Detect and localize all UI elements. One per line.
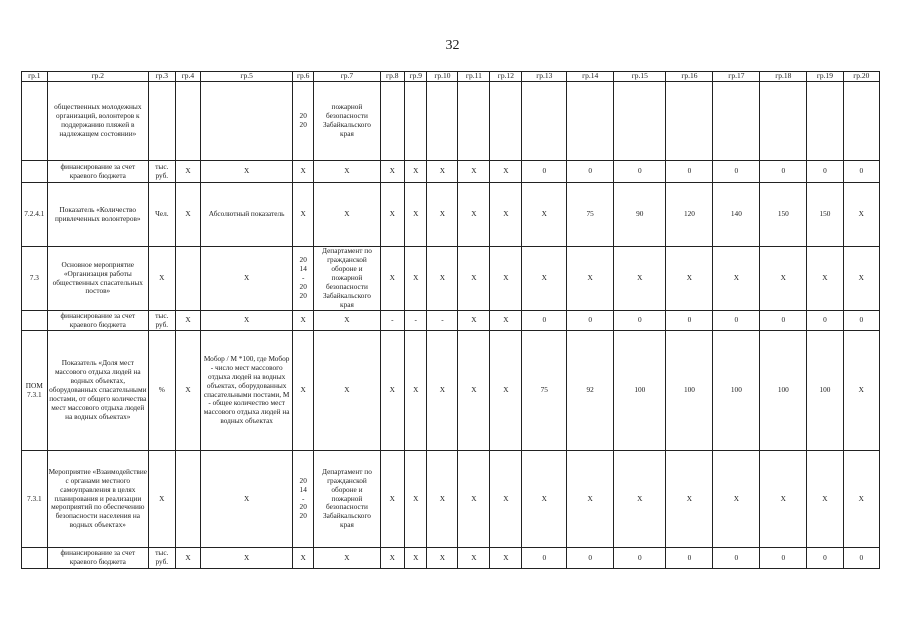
cell-period	[293, 82, 314, 161]
cell-gr19: 0	[807, 161, 843, 183]
cell-gr19: 100	[807, 331, 843, 451]
cell-gr19: 150	[807, 183, 843, 247]
cell-gr18: 0	[760, 548, 807, 569]
cell-gr15: 0	[614, 548, 666, 569]
cell-unit: тыс. руб.	[148, 311, 175, 331]
cell-gr18: X	[760, 451, 807, 548]
cell-gr4: X	[175, 311, 201, 331]
cell-unit: тыс. руб.	[148, 548, 175, 569]
cell-gr13: 0	[522, 161, 567, 183]
cell-gr20: X	[843, 183, 879, 247]
cell-gr4: X	[175, 183, 201, 247]
cell-gr4	[175, 82, 201, 161]
cell-gr18: 150	[760, 183, 807, 247]
period-line: 20	[299, 120, 307, 129]
period-line: 14	[299, 264, 307, 274]
cell-gr18: X	[760, 247, 807, 311]
cell-gr20: 0	[843, 311, 879, 331]
cell-gr19: X	[807, 247, 843, 311]
cell-method: X	[201, 311, 293, 331]
cell-gr13: X	[522, 247, 567, 311]
cell-gr17: 140	[713, 183, 760, 247]
cell-gr15: X	[614, 247, 666, 311]
cell-unit: тыс. руб.	[148, 161, 175, 183]
period-line: X	[300, 209, 306, 219]
column-header-1: гр.1	[22, 72, 48, 82]
cell-gr19	[807, 82, 843, 161]
cell-gr17: 0	[713, 548, 760, 569]
cell-gr14: 0	[567, 311, 614, 331]
period-line: X	[300, 385, 306, 395]
cell-method: Мобор / М *100, где Мобор - число мест массового отдыха людей на водных объектах, оборудованных спасательными постами, М - общее количество мест массового отдыха людей на водных объектах	[201, 331, 293, 451]
cell-gr14: 92	[567, 331, 614, 451]
cell-gr16: 0	[666, 161, 713, 183]
cell-method: X	[201, 247, 293, 311]
cell-gr18	[760, 82, 807, 161]
cell-name: Основное мероприятие «Организация работы общественных спасательных постов»	[47, 247, 148, 311]
column-header-13: гр.13	[522, 72, 567, 82]
period-line: -	[301, 273, 305, 283]
column-header-4: гр.4	[175, 72, 201, 82]
cell-gr10: X	[427, 183, 458, 247]
cell-gr16: 120	[666, 183, 713, 247]
cell-gr20: 0	[843, 161, 879, 183]
cell-item-number	[22, 311, 48, 331]
cell-gr9: X	[405, 331, 427, 451]
cell-gr14	[567, 82, 614, 161]
cell-responsible: X	[314, 161, 380, 183]
cell-gr19: 0	[807, 548, 843, 569]
cell-period	[293, 331, 314, 451]
period-line: 20	[299, 111, 307, 121]
cell-method: Абсолютный показатель	[201, 183, 293, 247]
cell-gr14: X	[567, 451, 614, 548]
period-line: -	[301, 493, 305, 503]
period-line: 20	[299, 255, 307, 265]
cell-responsible: X	[314, 548, 380, 569]
cell-responsible: X	[314, 331, 380, 451]
cell-gr17	[713, 82, 760, 161]
cell-name: финансирование за счет краевого бюджета	[47, 548, 148, 569]
column-header-18: гр.18	[760, 72, 807, 82]
cell-item-number: 7.2.4.1	[22, 183, 48, 247]
cell-gr13: X	[522, 183, 567, 247]
table-row	[22, 183, 880, 247]
cell-gr14: 0	[567, 548, 614, 569]
cell-gr12	[490, 82, 522, 161]
cell-method	[201, 82, 293, 161]
cell-gr4: X	[175, 331, 201, 451]
cell-gr16: 0	[666, 311, 713, 331]
cell-gr13: 75	[522, 331, 567, 451]
cell-gr15: 0	[614, 161, 666, 183]
cell-responsible: пожарной безопасности Забайкальского края	[314, 82, 380, 161]
column-header-7: гр.7	[314, 72, 380, 82]
cell-gr10: X	[427, 161, 458, 183]
cell-gr8: X	[380, 247, 405, 311]
cell-gr17: X	[713, 451, 760, 548]
cell-item-number	[22, 161, 48, 183]
period-line: 20	[299, 511, 307, 521]
cell-gr17: 0	[713, 311, 760, 331]
cell-gr12: X	[490, 183, 522, 247]
cell-gr9: X	[405, 247, 427, 311]
cell-gr12: X	[490, 548, 522, 569]
column-header-11: гр.11	[458, 72, 490, 82]
cell-gr9: X	[405, 161, 427, 183]
cell-name: общественных молодежных организаций, волонтеров к поддержанию пляжей в надлежащем состоянии»	[47, 82, 148, 161]
period-line: 20	[299, 290, 307, 300]
cell-gr12: X	[490, 451, 522, 548]
cell-gr11	[458, 82, 490, 161]
cell-gr4	[175, 247, 201, 311]
cell-gr17: 100	[713, 331, 760, 451]
page-number: 32	[445, 38, 460, 53]
cell-item-number: 7.3	[22, 247, 48, 311]
cell-gr8: X	[380, 451, 405, 548]
period-line: 14	[299, 484, 307, 494]
cell-gr8	[380, 82, 405, 161]
cell-responsible: Департамент по гражданской обороне и пожарной безопасности Забайкальского края	[314, 451, 380, 548]
period-line: X	[300, 315, 306, 325]
cell-gr4: X	[175, 548, 201, 569]
column-header-2: гр.2	[47, 72, 148, 82]
cell-gr8: X	[380, 331, 405, 451]
period-line: 20	[299, 502, 307, 512]
table-row	[22, 451, 880, 548]
column-header-6: гр.6	[293, 72, 314, 82]
cell-period	[293, 161, 314, 183]
cell-gr15	[614, 82, 666, 161]
table-row	[22, 82, 880, 161]
cell-gr13: X	[522, 451, 567, 548]
cell-gr9: X	[405, 548, 427, 569]
cell-gr18: 100	[760, 331, 807, 451]
cell-gr9	[405, 82, 427, 161]
cell-gr12: X	[490, 247, 522, 311]
cell-gr11: X	[458, 247, 490, 311]
column-header-20: гр.20	[843, 72, 879, 82]
cell-gr11: X	[458, 183, 490, 247]
cell-gr20: 0	[843, 548, 879, 569]
cell-gr9: X	[405, 451, 427, 548]
cell-name: финансирование за счет краевого бюджета	[47, 161, 148, 183]
cell-unit: X	[148, 247, 175, 311]
column-header-10: гр.10	[427, 72, 458, 82]
period-line: 20	[299, 281, 307, 291]
cell-gr9: X	[405, 183, 427, 247]
cell-gr18: 0	[760, 311, 807, 331]
cell-gr14: 75	[567, 183, 614, 247]
cell-period	[293, 247, 314, 311]
cell-period	[293, 183, 314, 247]
column-header-3: гр.3	[148, 72, 175, 82]
table-row	[22, 548, 880, 569]
column-header-5: гр.5	[201, 72, 293, 82]
cell-period	[293, 311, 314, 331]
cell-gr13: 0	[522, 548, 567, 569]
cell-gr20: X	[843, 451, 879, 548]
cell-gr17: X	[713, 247, 760, 311]
cell-unit: Чел.	[148, 183, 175, 247]
header-row	[22, 72, 880, 82]
cell-gr19: 0	[807, 311, 843, 331]
cell-gr13	[522, 82, 567, 161]
cell-gr20: X	[843, 247, 879, 311]
column-header-16: гр.16	[666, 72, 713, 82]
cell-gr8: X	[380, 548, 405, 569]
cell-gr14: X	[567, 247, 614, 311]
cell-unit	[148, 82, 175, 161]
cell-name: Мероприятие «Взаимодействие с органами местного самоуправления в целях планирования и реализации мероприятий по обеспечению безопасности населения на водных объектах»	[47, 451, 148, 548]
cell-gr11: X	[458, 161, 490, 183]
cell-gr19: X	[807, 451, 843, 548]
cell-gr10: X	[427, 331, 458, 451]
column-header-19: гр.19	[807, 72, 843, 82]
cell-gr15: 100	[614, 331, 666, 451]
cell-gr11: X	[458, 451, 490, 548]
period-line: X	[300, 552, 306, 562]
cell-gr15: 90	[614, 183, 666, 247]
column-header-12: гр.12	[490, 72, 522, 82]
cell-period	[293, 548, 314, 569]
cell-name: Показатель «Доля мест массового отдыха людей на водных объектах, оборудованных спасательными постами, от общего количества мест массового отдыха людей на водных объектах»	[47, 331, 148, 451]
cell-gr16: X	[666, 247, 713, 311]
table-row	[22, 161, 880, 183]
period-line: X	[300, 166, 306, 176]
cell-gr9: -	[405, 311, 427, 331]
cell-item-number	[22, 548, 48, 569]
cell-gr17: 0	[713, 161, 760, 183]
cell-gr16: 0	[666, 548, 713, 569]
cell-responsible: X	[314, 183, 380, 247]
cell-gr10: X	[427, 247, 458, 311]
cell-responsible: Департамент по гражданской обороне и пожарной безопасности Забайкальского края	[314, 247, 380, 311]
cell-gr16: 100	[666, 331, 713, 451]
program-table	[21, 71, 880, 569]
cell-gr20	[843, 82, 879, 161]
cell-gr4: X	[175, 161, 201, 183]
cell-gr11: X	[458, 331, 490, 451]
cell-method: X	[201, 161, 293, 183]
cell-gr11: X	[458, 548, 490, 569]
table-row	[22, 331, 880, 451]
cell-gr20: X	[843, 331, 879, 451]
column-header-9: гр.9	[405, 72, 427, 82]
cell-gr15: 0	[614, 311, 666, 331]
cell-gr15: X	[614, 451, 666, 548]
cell-item-number: 7.3.1	[22, 451, 48, 548]
cell-gr10: X	[427, 451, 458, 548]
cell-gr10	[427, 82, 458, 161]
cell-gr8: -	[380, 311, 405, 331]
cell-responsible: X	[314, 311, 380, 331]
cell-gr10: X	[427, 548, 458, 569]
cell-gr12: X	[490, 331, 522, 451]
cell-name: Показатель «Количество привлеченных волонтеров»	[47, 183, 148, 247]
cell-gr10: -	[427, 311, 458, 331]
column-header-17: гр.17	[713, 72, 760, 82]
cell-gr16	[666, 82, 713, 161]
cell-gr12: X	[490, 311, 522, 331]
cell-method: X	[201, 451, 293, 548]
cell-gr13: 0	[522, 311, 567, 331]
cell-item-number	[22, 82, 48, 161]
table-row	[22, 247, 880, 311]
cell-name: финансирование за счет краевого бюджета	[47, 311, 148, 331]
cell-period	[293, 451, 314, 548]
cell-unit: %	[148, 331, 175, 451]
cell-gr18: 0	[760, 161, 807, 183]
table-row	[22, 311, 880, 331]
cell-unit: X	[148, 451, 175, 548]
cell-method: X	[201, 548, 293, 569]
cell-item-number: ПОМ 7.3.1	[22, 331, 48, 451]
column-header-14: гр.14	[567, 72, 614, 82]
cell-gr14: 0	[567, 161, 614, 183]
column-header-8: гр.8	[380, 72, 405, 82]
cell-gr8: X	[380, 183, 405, 247]
cell-gr12: X	[490, 161, 522, 183]
cell-gr8: X	[380, 161, 405, 183]
cell-gr16: X	[666, 451, 713, 548]
cell-gr11: X	[458, 311, 490, 331]
period-line: 20	[299, 475, 307, 485]
column-header-15: гр.15	[614, 72, 666, 82]
cell-gr4	[175, 451, 201, 548]
